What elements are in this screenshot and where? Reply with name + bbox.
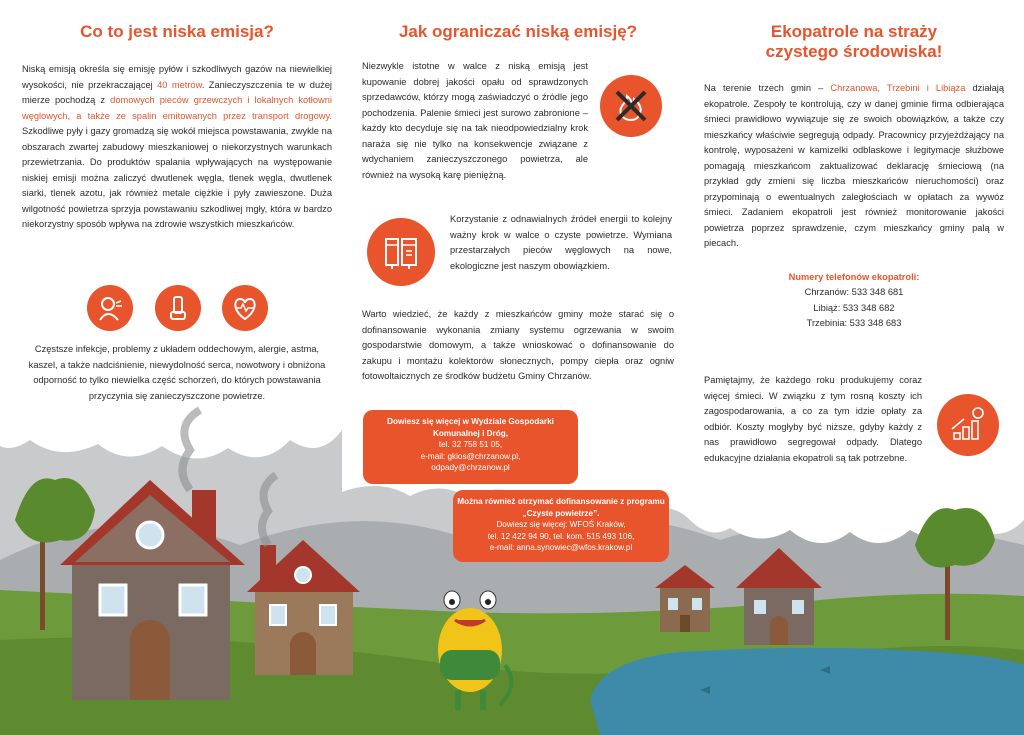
column-low-emission-lower bbox=[22, 342, 332, 404]
inhaler-icon bbox=[155, 285, 201, 331]
pond bbox=[590, 648, 1024, 735]
col1-paragraph-1 bbox=[22, 62, 332, 233]
col3-title: Ekopatrole na straży czystego środowiska! bbox=[765, 22, 943, 61]
col1-p1-b: . Zanieczyszczenia te w dużej mierze pochodzą z bbox=[22, 79, 333, 105]
box2-title: Można również otrzymać dofinansowanie z programu „Czyste powietrze”. bbox=[457, 497, 665, 518]
column-low-emission bbox=[22, 0, 332, 233]
phone-trzebinia[interactable]: Trzebinia: 533 348 683 bbox=[806, 318, 902, 328]
rising-costs-icon bbox=[937, 394, 999, 456]
phone-libiaz[interactable]: Libiąż: 533 348 682 bbox=[813, 302, 895, 313]
cough-icon bbox=[87, 285, 133, 331]
col2-title: Jak ograniczać niską emisję? bbox=[398, 22, 638, 41]
phones-block bbox=[704, 270, 1004, 332]
no-burning-trash-icon bbox=[600, 75, 662, 137]
col3-p1-b: działają ekopatrole. Zespoły te kontrolują, czy w danej gminie firma odbierająca śmieci prawidłowo wywiązuje się ze swoich obowiązków, a także czy mieszkańcy właściwie segregują odpady. Pracownicy przyjeżdżający na kontrolę, wyposażeni w kamizelki odblaskowe i legitymacje służbowe pomagają mieszkańcom zaktualizować deklarację śmieciową (na przykład gdy zmieni się liczba mieszkańców nieruchomości) oraz przypominają o ewentualnych zaległościach w opłatach za wywóz śmieci. Zadaniem ekopatroli jest również monitorowanie jakości powietrza poprzez sprawdzenie, czym mieszkańcy gminy palą w piecach. bbox=[704, 83, 1004, 248]
heart-icon bbox=[222, 285, 268, 331]
col3-costs-block bbox=[704, 373, 922, 466]
col1-p1-a: Niską emisją określa się emisję pyłów i szkodliwych gazów na niewielkiej wysokości, nie przekraczającej bbox=[22, 64, 332, 90]
col2-paragraph-1: Niezwykle istotne w walce z niską emisją jest kupowanie dobrej jakości opału od sprawdzonych sprzedawców, którzy mogą zaświadczyć o źródle jego pochodzenia. Palenie śmieci jest surowo zabronione – każdy kto decyduje się na tak nieodpowiedzialny krok naraża się nie tylko na konsekwencje związane z wdychaniem zanieczyszczonego powietrza, ale również na wysoką karę pieniężną. bbox=[362, 61, 588, 180]
col1-p1-c: Szkodliwe pyły i gazy gromadzą się wokół miejsca powstawania, zwykle na obszarach zwartej zabudowy mieszkaniowej o niekorzystnych warunkach przewietrzania. Do produktów spalania wpływających na występowanie niskiej emisji można zaliczyć dwutlenek węgla, tlenek węgla, dwutlenek siarki, tlenek azotu, jak również metale ciężkie i pyły zawieszone. Duża wilgotność powietrza sprzyja powstawaniu szkodliwej mgły, która w bardzo niekorzystny sposób wpływa na zdrowie wszystkich mieszkańców. bbox=[22, 126, 332, 229]
col3-paragraph-1 bbox=[704, 81, 1004, 252]
phones-title: Numery telefonów ekopatroli: bbox=[788, 271, 920, 282]
box1-line: tel. 32 758 51 05, bbox=[438, 440, 503, 450]
boiler-icon bbox=[367, 218, 435, 286]
col3-paragraph-2: Pamiętajmy, że każdego roku produkujemy coraz więcej śmieci. W związku z tym rosną koszty ich zagospodarowania, a co za tym idzie opłaty za odbiór. Koszty mogłyby być niższe, gdyby każdy z nas prawidłowo segregował odpady. Dlatego edukacyjne działania ekopatroli są tak potrzebne. bbox=[704, 375, 922, 463]
col1-paragraph-2: Częstsze infekcje, problemy z układem oddechowym, alergie, astma, kaszel, a także nadciśnienie, niewydolność serca, nowotwory i obniżona odporność to tylko niewielka część schorzeń, do których powstawania przyczynia się zanieczyszczone powietrze. bbox=[28, 344, 326, 401]
box2-line: Dowiesz się więcej: WFOŚ Kraków, bbox=[496, 520, 626, 530]
box1-title: Dowiesz się więcej w Wydziale Gospodarki Komunalnej i Dróg, bbox=[387, 417, 554, 438]
col2-paragraph-3: Warto wiedzieć, że każdy z mieszkańców gminy może starać się o dofinansowanie wykonania zmiany systemu ogrzewania w swoim gospodarstwie domowym, a także wnioskować o dofinansowanie do zakupu i montażu kolektorów słonecznych, pompy ciepła oraz ogniw fotowoltaicznych ze środków budżetu Gminy Chrzanów. bbox=[362, 309, 674, 381]
phone-chrzanow[interactable]: Chrzanów: 533 348 681 bbox=[804, 287, 904, 297]
col2-funding-block bbox=[362, 307, 674, 385]
col1-title: Co to jest niska emisja? bbox=[80, 22, 274, 41]
col1-p1-highlight-2: domowych pieców grzewczych i lokalnych kotłowni węglowych, a także ze spalin emitowanych przez transport drogowy. bbox=[22, 95, 332, 121]
col2-renewables-block bbox=[450, 212, 672, 274]
column-ecopatrols bbox=[704, 0, 1004, 332]
col2-paragraph-2: Korzystanie z odnawialnych źródeł energii to kolejny ważny krok w walce o czyste powietrze. Wymiana przestarzałych pieców węglowych na nowe, ekologiczne jest naszym obowiązkiem. bbox=[450, 214, 672, 271]
box2-line[interactable]: e-mail: anna.synowiec@wfos.krakow.pl bbox=[489, 543, 633, 553]
box1-line[interactable]: odpady@chrzanow.pl bbox=[431, 463, 510, 473]
col3-p1-highlight: Chrzanowa, Trzebini i Libiąża bbox=[830, 83, 966, 93]
info-box-department bbox=[363, 410, 578, 484]
box2-line: tel. 12 422 94 90, tel. kom. 515 493 106, bbox=[487, 531, 635, 541]
box1-line[interactable]: e-mail: gkios@chrzanow.pl, bbox=[420, 451, 521, 461]
col3-p1-a: Na terenie trzech gmin – bbox=[704, 83, 831, 93]
info-box-clean-air bbox=[453, 490, 669, 562]
col1-p1-highlight: 40 metrów bbox=[157, 79, 202, 90]
